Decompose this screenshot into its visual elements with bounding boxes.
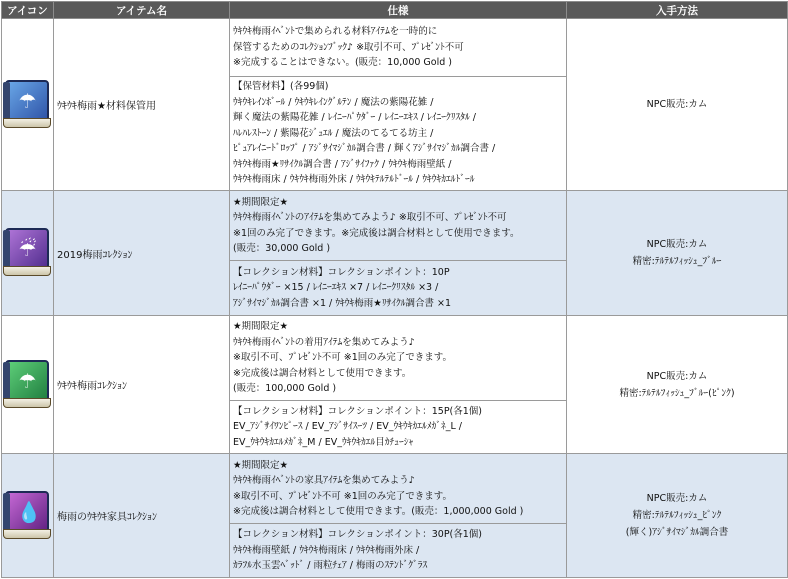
method-line: NPC販売:カム <box>646 493 708 504</box>
rain-furniture-book-icon: 💧 <box>3 489 53 543</box>
method-line: 精密:ﾃﾙﾃﾙﾌｨｯｼｭ_ﾌﾞﾙｰ <box>632 256 722 267</box>
spec-line: ｳｷｳｷﾚｲﾝﾎﾞｰﾙ / ｳｷｳｷﾚｲﾝｸﾞﾙﾃﾝ / 魔法の紫陽花雑 / <box>233 96 434 108</box>
item-table <box>1 1 788 578</box>
spec-line: ｶﾗﾌﾙ水玉雲ﾍﾞｯﾄﾞ / 雨粒ﾁｪｱ / 梅雨のｽﾃﾝﾄﾞｸﾞﾗｽ <box>233 560 428 572</box>
method-line: NPC販売:カム <box>646 370 708 382</box>
spec-line: ｳｷｳｷ梅雨ｲﾍﾞﾝﾄで集められる材料ｱｲﾃﾑを一時的に <box>233 26 438 38</box>
spec-description <box>230 191 567 261</box>
spec-line: EV_ｱｼﾞｻｲﾜﾝﾋﾟｰｽ / EV_ｱｼﾞｻｲｽｰﾂ / EV_ｳｷｳｷｶｴﾙﾒｶﾞﾈ_L / <box>233 421 462 433</box>
spec-line: 【保管材料】(各99個) <box>233 81 329 93</box>
icon-cell <box>2 19 54 191</box>
spec-line: 【コレクション材料】コレクションポイント：15P(各1個) <box>233 405 483 417</box>
spec-line: ※完成後は調合材料として使用できます。(販売：1,000,000 Gold ) <box>233 506 524 517</box>
spec-line: (販売：30,000 Gold ) <box>233 243 331 254</box>
spec-line: ※完成後は調合材料として使用できます。 <box>233 367 412 379</box>
spec-line: ｳｷｳｷ梅雨ｲﾍﾞﾝﾄの家具ｱｲﾃﾑを集めてみよう♪ <box>233 475 415 486</box>
method-line: NPC販売:カム <box>646 99 708 110</box>
header-name: アイテム名 <box>54 2 230 19</box>
table-row <box>2 191 788 261</box>
spec-line: ★期間限定★ <box>233 459 289 471</box>
table-row <box>2 19 788 77</box>
header-method: 入手方法 <box>567 2 788 19</box>
table-row <box>2 454 788 524</box>
method-cell <box>567 316 788 454</box>
table-header-row <box>2 2 788 19</box>
spec-description <box>230 19 567 77</box>
spec-line: ★期間限定★ <box>233 321 289 333</box>
method-line: (輝く)ｱｼﾞｻｲﾏｼﾞｶﾙ調合書 <box>625 527 729 538</box>
spec-line: ｳｷｳｷ梅雨ｲﾍﾞﾝﾄの着用ｱｲﾃﾑを集めてみよう♪ <box>233 336 415 348</box>
spec-materials <box>230 524 567 578</box>
method-cell <box>567 19 788 191</box>
method-cell <box>567 191 788 316</box>
method-cell <box>567 454 788 578</box>
spec-line: 【コレクション材料】コレクションポイント：10P <box>233 266 450 278</box>
method-line: 精密:ﾃﾙﾃﾙﾌｨｯｼｭ_ﾌﾞﾙｰ(ﾋﾟﾝｸ) <box>619 387 735 399</box>
rain-outfit-book-icon: ☂ <box>3 358 53 412</box>
spec-line: ｱｼﾞｻｲﾏｼﾞｶﾙ調合書 ×1 / ｳｷｳｷ梅雨★ﾘｻｲｸﾙ調合書 ×1 <box>233 297 452 309</box>
header-spec: 仕様 <box>230 2 567 19</box>
spec-line: (販売：100,000 Gold ) <box>233 383 337 395</box>
spec-materials <box>230 261 567 316</box>
spec-line: ｳｷｳｷ梅雨★ﾘｻｲｸﾙ調合書 / ｱｼﾞｻｲﾌｧｸ / ｳｷｳｷ梅雨壁紙 / <box>233 158 452 170</box>
item-name: ｳｷｳｷ梅雨ｺﾚｸｼｮﾝ <box>54 316 230 454</box>
spec-line: ※取引不可、ﾌﾟﾚｾﾞﾝﾄ不可 ※1回のみ完了できます。 <box>233 352 452 364</box>
spec-line: ｳｷｳｷ梅雨ｲﾍﾞﾝﾄのｱｲﾃﾑを集めてみよう♪ ※取引不可、ﾌﾟﾚｾﾞﾝﾄ不可 <box>233 212 507 223</box>
method-line: NPC販売:カム <box>646 239 708 250</box>
spec-line: ｳｷｳｷ梅雨床 / ｳｷｳｷ梅雨外床 / ｳｷｳｷﾃﾙﾃﾙﾄﾞｰﾙ / ｳｷｳｷｶｴﾙﾄﾞｰﾙ <box>233 174 475 186</box>
method-line: 精密:ﾃﾙﾃﾙﾌｨｯｼｭ_ﾋﾟﾝｸ <box>632 510 722 521</box>
item-name: 梅雨のｳｷｳｷ家具ｺﾚｸｼｮﾝ <box>54 454 230 578</box>
spec-line: ★期間限定★ <box>233 196 289 208</box>
header-icon: アイコン <box>2 2 54 19</box>
item-name: ｳｷｳｷ梅雨★材料保管用 <box>54 19 230 191</box>
spec-line: ﾋﾟｭｱﾚｲﾆｰﾄﾞﾛｯﾌﾟ / ｱｼﾞｻｲﾏｼﾞｶﾙ調合書 / 輝くｱｼﾞｻｲﾏｼﾞｶﾙ調合書 / <box>233 143 496 155</box>
spec-line: 輝く魔法の紫陽花雑 / ﾚｲﾆｰﾊﾟｳﾀﾞｰ / ﾚｲﾆｰｴｷｽ / ﾚｲﾆｰｸﾘｽﾀﾙ / <box>233 112 476 124</box>
icon-cell <box>2 316 54 454</box>
icon-cell <box>2 454 54 578</box>
spec-line: ｳｷｳｷ梅雨壁紙 / ｳｷｳｷ梅雨床 / ｳｷｳｷ梅雨外床 / <box>233 544 420 556</box>
spec-line: 保管するためのｺﾚｸｼｮﾝﾌﾞｯｸ♪ ※取引不可、ﾌﾟﾚｾﾞﾝﾄ不可 <box>233 41 464 53</box>
spec-line: ﾊﾚﾊﾚｽﾄｰﾝ / 紫陽花ｼﾞｭｴﾙ / 魔法のてるてる坊主 / <box>233 127 434 139</box>
spec-description <box>230 454 567 524</box>
spec-materials <box>230 77 567 191</box>
spec-materials <box>230 401 567 454</box>
table-row <box>2 316 788 401</box>
item-name: 2019梅雨ｺﾚｸｼｮﾝ <box>54 191 230 316</box>
rain-material-book-icon: ☂ <box>3 78 53 132</box>
spec-line: ※完成することはできない。(販売：10,000 Gold ) <box>233 57 452 69</box>
spec-line: ※1回のみ完了できます。※完成後は調合材料として使用できます。 <box>233 227 520 239</box>
spec-description <box>230 316 567 401</box>
spec-line: EV_ｳｷｳｷｶｴﾙﾒｶﾞﾈ_M / EV_ｳｷｳｷｶｴﾙ目ｶﾁｭｰｼｬ <box>233 436 414 448</box>
spec-line: ﾚｲﾆｰﾊﾟｳﾀﾞｰ ×15 / ﾚｲﾆｰｴｷｽ ×7 / ﾚｲﾆｰｸﾘｽﾀﾙ ×3 / <box>233 282 439 294</box>
icon-cell <box>2 191 54 316</box>
spec-line: 【コレクション材料】コレクションポイント：30P(各1個) <box>233 529 483 541</box>
spec-line: ※取引不可、ﾌﾟﾚｾﾞﾝﾄ不可 ※1回のみ完了できます。 <box>233 490 452 502</box>
rain-collection-book-icon: ☔ <box>3 226 53 280</box>
